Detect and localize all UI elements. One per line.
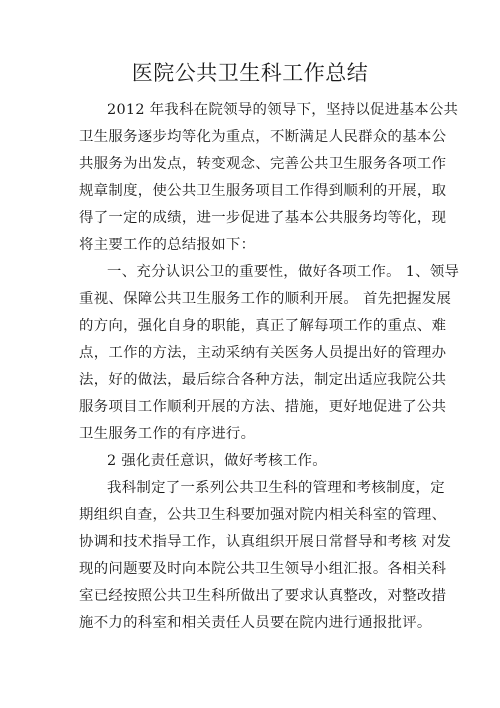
text-line: 规章制度，使公共卫生服务项目工作得到顺利的开展，取 [79, 183, 447, 199]
text-line: 协调和技术指导工作，认真组织开展日常督导和考核 对发 [79, 534, 452, 550]
document-title: 医院公共卫生科工作总结 [131, 61, 369, 85]
text-line: 我科制定了一系列公共卫生科的管理和考核制度，定 [107, 480, 445, 496]
paragraph-heading-2 [79, 448, 429, 475]
text-line: 得了一定的成绩，进一步促进了基本公共服务均等化，现 [79, 210, 447, 226]
text-line: 现的问题要及时向本院公共卫生领导小组汇报。各相关科 [79, 561, 447, 577]
text-line: 共服务为出发点，转变观念、完善公共卫生服务各项工作 [79, 156, 447, 172]
text-line: 施不力的科室和相关责任人员要在院内进行通报批评。 [79, 615, 432, 631]
text-line: 将主要工作的总结报如下： [79, 237, 256, 253]
text-line: 期组织自查，公共卫生科要加强对院内相关科室的管理、 [79, 507, 447, 523]
text-line: 一、充分认识公卫的重要性，做好各项工作。 1、领导 [107, 264, 460, 280]
paragraph-section-1 [79, 259, 460, 448]
paragraph-intro [79, 97, 459, 259]
text-line: 服务项目工作顺利开展的方法、措施，更好地促进了公共 [79, 399, 447, 415]
text-line: 的方向，强化自身的职能，真正了解每项工作的重点、难 [79, 318, 447, 334]
text-line: 室已经按照公共卫生科所做出了要求认真整改，对整改措 [79, 588, 447, 604]
text-line: 卫生服务逐步均等化为重点，不断满足人民群众的基本公 [79, 129, 447, 145]
text-line: 点，工作的方法，主动采纳有关医务人员提出好的管理办 [79, 345, 447, 361]
text-line: 2 强化责任意识，做好考核工作。 [107, 453, 327, 469]
text-line: 法，好的做法，最后综合各种方法，制定出适应我院公共 [79, 372, 447, 388]
text-line: 重视、保障公共卫生服务工作的顺利开展。 首先把握发展 [79, 291, 452, 307]
paragraph-section-2 [79, 475, 452, 637]
text-line: 卫生服务工作的有序进行。 [79, 426, 256, 442]
text-line: 2012 年我科在院领导的领导下，坚持以促进基本公共 [107, 102, 459, 118]
